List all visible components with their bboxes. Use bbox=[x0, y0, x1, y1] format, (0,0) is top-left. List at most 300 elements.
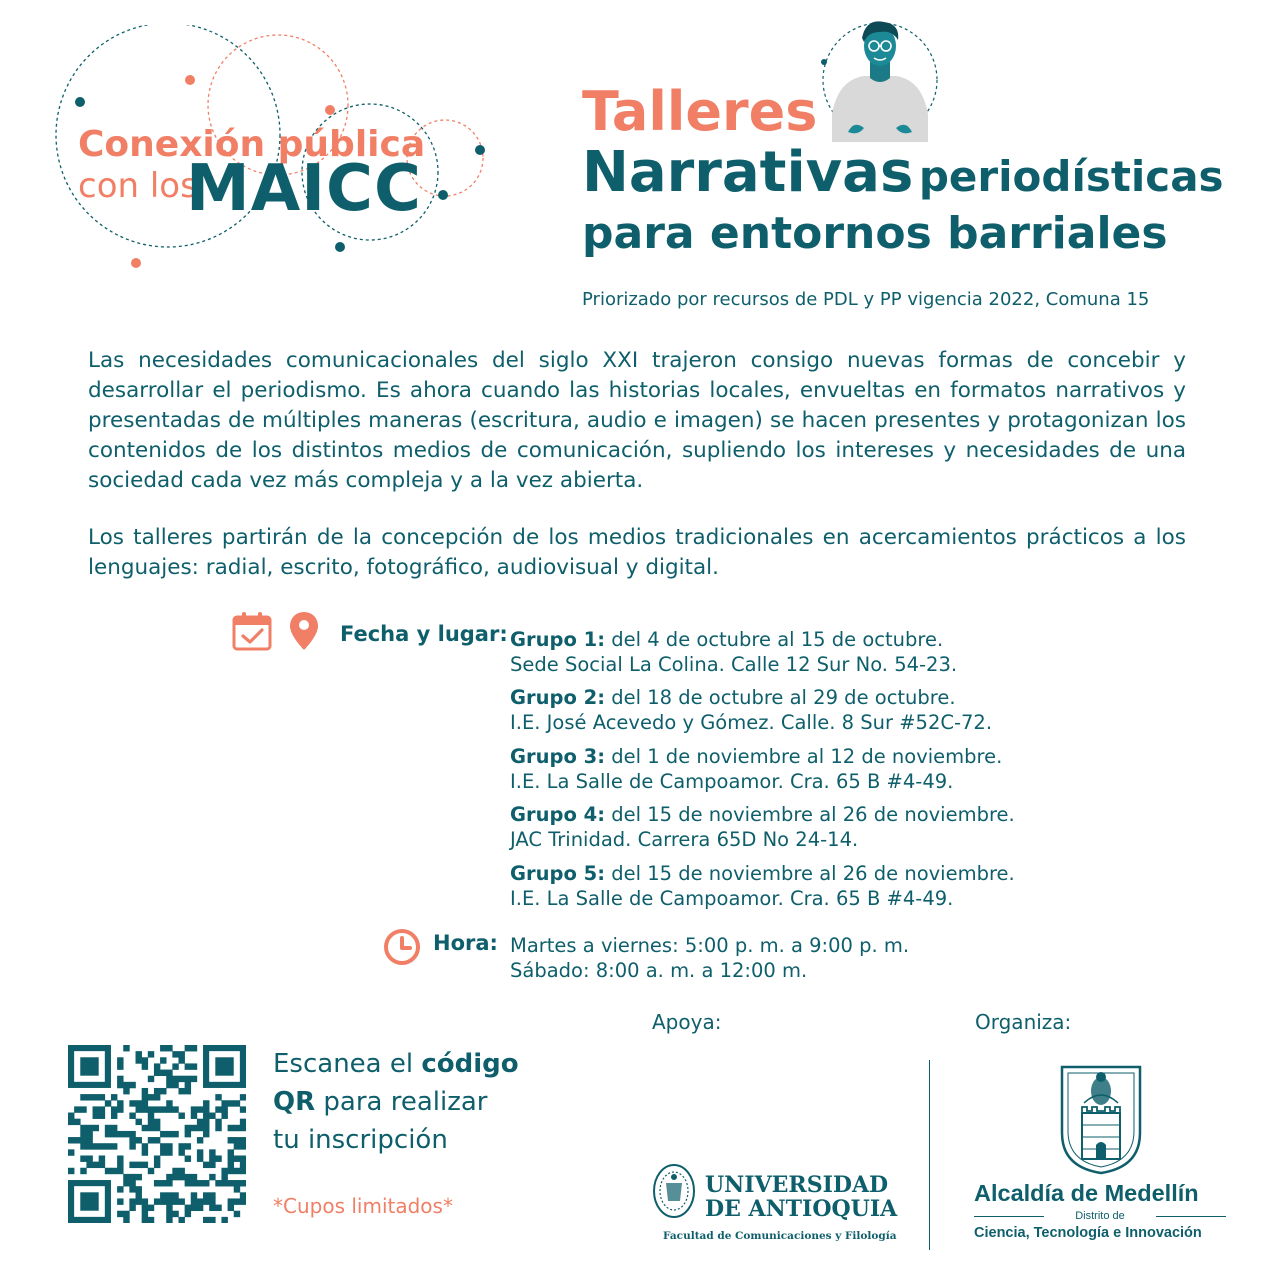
qr-module bbox=[148, 1106, 154, 1112]
qr-module bbox=[123, 1088, 129, 1094]
qr-module bbox=[178, 1076, 184, 1082]
qr-module bbox=[148, 1217, 154, 1223]
qr-module bbox=[191, 1125, 197, 1131]
cta-line2-bold: QR bbox=[273, 1087, 316, 1117]
qr-module bbox=[111, 1106, 117, 1112]
qr-module bbox=[93, 1143, 99, 1149]
qr-module bbox=[93, 1125, 99, 1131]
qr-module bbox=[86, 1131, 92, 1137]
qr-module bbox=[117, 1076, 123, 1082]
qr-module bbox=[185, 1082, 191, 1088]
qr-module bbox=[129, 1198, 135, 1204]
qr-module bbox=[136, 1162, 142, 1168]
qr-module bbox=[191, 1045, 197, 1051]
group-3-place: I.E. La Salle de Campoamor. Cra. 65 B #4-49. bbox=[510, 770, 954, 793]
qr-module bbox=[215, 1180, 221, 1186]
qr-module bbox=[129, 1082, 135, 1088]
person-illustration bbox=[818, 18, 942, 142]
hora-label: Hora: bbox=[433, 931, 498, 955]
qr-module bbox=[160, 1045, 166, 1051]
qr-module bbox=[99, 1106, 105, 1112]
group-3-dates: del 1 de noviembre al 12 de noviembre. bbox=[605, 745, 1003, 768]
qr-module bbox=[191, 1113, 197, 1119]
qr-module bbox=[148, 1076, 154, 1082]
qr-module bbox=[136, 1137, 142, 1143]
qr-module bbox=[178, 1143, 184, 1149]
qr-module bbox=[209, 1192, 215, 1198]
qr-module bbox=[172, 1076, 178, 1082]
qr-module bbox=[142, 1149, 148, 1155]
logo-dot bbox=[438, 190, 448, 200]
qr-module bbox=[215, 1155, 221, 1161]
qr-module bbox=[148, 1125, 154, 1131]
group-3-name: Grupo 3: bbox=[510, 745, 606, 768]
group-4-dates: del 15 de noviembre al 26 de noviembre. bbox=[605, 803, 1015, 826]
group-5-dates: del 15 de noviembre al 26 de noviembre. bbox=[605, 862, 1015, 885]
alcaldia-rule-right bbox=[1156, 1216, 1226, 1217]
qr-module bbox=[142, 1198, 148, 1204]
qr-module bbox=[154, 1162, 160, 1168]
qr-module bbox=[234, 1198, 240, 1204]
group-2 bbox=[510, 685, 992, 735]
clock-icon bbox=[382, 927, 422, 967]
qr-module bbox=[111, 1125, 117, 1131]
qr-module bbox=[136, 1057, 142, 1063]
qr-module bbox=[136, 1119, 142, 1125]
qr-module bbox=[240, 1094, 246, 1100]
qr-module bbox=[228, 1205, 234, 1211]
headline-title-line3: para entornos barriales bbox=[582, 208, 1168, 259]
qr-module bbox=[209, 1217, 215, 1223]
qr-module bbox=[142, 1143, 148, 1149]
qr-cta-text bbox=[273, 1045, 519, 1159]
qr-module bbox=[117, 1168, 123, 1174]
description-paragraph-2: Los talleres partirán de la concepción de los medios tradicionales en acercamientos prácticos a los lenguajes: radial, escrito, fotográfico, audiovisual y digital. bbox=[88, 525, 1186, 580]
qr-module bbox=[129, 1131, 135, 1137]
qr-module bbox=[166, 1076, 172, 1082]
qr-module bbox=[136, 1198, 142, 1204]
qr-module bbox=[148, 1137, 154, 1143]
qr-module bbox=[178, 1057, 184, 1063]
qr-module bbox=[209, 1113, 215, 1119]
qr-module bbox=[93, 1094, 99, 1100]
qr-module bbox=[172, 1082, 178, 1088]
qr-module bbox=[234, 1100, 240, 1106]
group-4-place: JAC Trinidad. Carrera 65D No 24-14. bbox=[510, 828, 859, 851]
qr-module bbox=[154, 1137, 160, 1143]
qr-module bbox=[240, 1137, 246, 1143]
cta-line3: tu inscripción bbox=[273, 1125, 448, 1155]
qr-module bbox=[154, 1106, 160, 1112]
qr-module bbox=[185, 1063, 191, 1069]
qr-module bbox=[86, 1162, 92, 1168]
qr-module bbox=[80, 1155, 86, 1161]
qr-module bbox=[160, 1192, 166, 1198]
qr-module bbox=[185, 1205, 191, 1211]
qr-module bbox=[185, 1143, 191, 1149]
group-4 bbox=[510, 802, 1015, 852]
logo-dot bbox=[185, 75, 195, 85]
qr-module bbox=[185, 1076, 191, 1082]
qr-module bbox=[166, 1106, 172, 1112]
qr-module bbox=[136, 1186, 142, 1192]
qr-module bbox=[105, 1168, 111, 1174]
qr-module bbox=[80, 1137, 86, 1143]
qr-module bbox=[68, 1137, 74, 1143]
group-3 bbox=[510, 744, 1002, 794]
qr-module bbox=[197, 1125, 203, 1131]
qr-module bbox=[185, 1180, 191, 1186]
ua-name bbox=[705, 1173, 897, 1221]
qr-module bbox=[191, 1198, 197, 1204]
qr-module bbox=[228, 1149, 234, 1155]
qr-module bbox=[178, 1174, 184, 1180]
qr-module bbox=[160, 1070, 166, 1076]
qr-module bbox=[99, 1155, 105, 1161]
group-1-place: Sede Social La Colina. Calle 12 Sur No. 54-23. bbox=[510, 653, 958, 676]
qr-module bbox=[160, 1198, 166, 1204]
qr-module bbox=[185, 1125, 191, 1131]
qr-module bbox=[117, 1198, 123, 1204]
qr-module bbox=[154, 1070, 160, 1076]
qr-module bbox=[154, 1088, 160, 1094]
qr-module bbox=[68, 1168, 74, 1174]
qr-module bbox=[142, 1211, 148, 1217]
qr-module bbox=[117, 1082, 123, 1088]
qr-module bbox=[172, 1192, 178, 1198]
logo-line-2: con los bbox=[78, 166, 198, 206]
qr-module bbox=[160, 1180, 166, 1186]
qr-module bbox=[68, 1149, 74, 1155]
qr-module bbox=[185, 1045, 191, 1051]
qr-module bbox=[191, 1076, 197, 1082]
qr-module bbox=[172, 1106, 178, 1112]
qr-module bbox=[166, 1143, 172, 1149]
calendar-icon bbox=[231, 610, 273, 652]
qr-module bbox=[123, 1211, 129, 1217]
qr-module bbox=[166, 1180, 172, 1186]
qr-module bbox=[129, 1162, 135, 1168]
qr-module bbox=[111, 1131, 117, 1137]
qr-module bbox=[178, 1168, 184, 1174]
qr-module bbox=[228, 1137, 234, 1143]
group-5-place: I.E. La Salle de Campoamor. Cra. 65 B #4-49. bbox=[510, 887, 954, 910]
qr-module bbox=[178, 1149, 184, 1155]
qr-module bbox=[105, 1143, 111, 1149]
qr-module bbox=[86, 1125, 92, 1131]
qr-module bbox=[203, 1180, 209, 1186]
group-1 bbox=[510, 627, 957, 677]
qr-module bbox=[105, 1125, 111, 1131]
qr-module bbox=[221, 1106, 227, 1112]
ua-line-1: UNIVERSIDAD bbox=[705, 1172, 889, 1198]
qr-module bbox=[142, 1094, 148, 1100]
fecha-lugar-label: Fecha y lugar: bbox=[340, 622, 508, 646]
qr-module bbox=[191, 1192, 197, 1198]
ua-faculty: Facultad de Comunicaciones y Filología bbox=[663, 1230, 897, 1242]
qr-module bbox=[166, 1192, 172, 1198]
qr-module bbox=[99, 1143, 105, 1149]
qr-module bbox=[142, 1100, 148, 1106]
qr-module bbox=[117, 1106, 123, 1112]
qr-module bbox=[203, 1113, 209, 1119]
qr-module bbox=[129, 1100, 135, 1106]
location-pin-icon bbox=[288, 610, 320, 652]
qr-module bbox=[117, 1162, 123, 1168]
group-1-name: Grupo 1: bbox=[510, 628, 606, 651]
qr-module bbox=[240, 1106, 246, 1112]
qr-module bbox=[129, 1137, 135, 1143]
qr-module bbox=[178, 1088, 184, 1094]
qr-module bbox=[99, 1094, 105, 1100]
cta-line1-bold: código bbox=[421, 1049, 519, 1079]
qr-module bbox=[105, 1100, 111, 1106]
qr-module bbox=[86, 1094, 92, 1100]
sponsor-divider bbox=[929, 1060, 930, 1250]
qr-module bbox=[93, 1106, 99, 1112]
qr-module bbox=[234, 1168, 240, 1174]
hora-line-2: Sábado: 8:00 a. m. a 12:00 m. bbox=[510, 959, 808, 982]
qr-module bbox=[80, 1125, 86, 1131]
qr-module bbox=[93, 1162, 99, 1168]
group-5-name: Grupo 5: bbox=[510, 862, 606, 885]
qr-module bbox=[80, 1094, 86, 1100]
qr-module bbox=[166, 1082, 172, 1088]
qr-module bbox=[160, 1149, 166, 1155]
qr-module bbox=[172, 1063, 178, 1069]
qr-module bbox=[178, 1051, 184, 1057]
cupos-limitados: *Cupos limitados* bbox=[273, 1194, 453, 1218]
qr-module bbox=[240, 1125, 246, 1131]
qr-module bbox=[203, 1162, 209, 1168]
alcaldia-distrito: Distrito de bbox=[1075, 1210, 1125, 1222]
qr-module bbox=[166, 1045, 172, 1051]
qr-module bbox=[215, 1125, 221, 1131]
hora-details bbox=[510, 933, 909, 983]
subtitle: Priorizado por recursos de PDL y PP vigencia 2022, Comuna 15 bbox=[582, 289, 1150, 310]
qr-module bbox=[203, 1125, 209, 1131]
alcaldia-name: Alcaldía de Medellín bbox=[974, 1180, 1199, 1206]
qr-module bbox=[203, 1119, 209, 1125]
qr-module bbox=[172, 1198, 178, 1204]
qr-module bbox=[80, 1106, 86, 1112]
qr-module bbox=[203, 1217, 209, 1223]
qr-module bbox=[142, 1106, 148, 1112]
qr-module bbox=[240, 1198, 246, 1204]
qr-module bbox=[172, 1174, 178, 1180]
qr-module bbox=[197, 1205, 203, 1211]
qr-module bbox=[160, 1057, 166, 1063]
qr-module bbox=[234, 1137, 240, 1143]
qr-module bbox=[215, 1106, 221, 1112]
qr-module bbox=[86, 1137, 92, 1143]
qr-module bbox=[74, 1119, 80, 1125]
qr-module bbox=[234, 1211, 240, 1217]
qr-finder-center bbox=[80, 1192, 98, 1210]
qr-module bbox=[117, 1186, 123, 1192]
qr-module bbox=[154, 1119, 160, 1125]
qr-module bbox=[172, 1211, 178, 1217]
qr-module bbox=[203, 1131, 209, 1137]
headline-title-big: Narrativas bbox=[582, 140, 914, 205]
qr-module bbox=[154, 1094, 160, 1100]
qr-code[interactable] bbox=[68, 1045, 246, 1223]
qr-module bbox=[166, 1205, 172, 1211]
qr-module bbox=[191, 1205, 197, 1211]
qr-module bbox=[86, 1155, 92, 1161]
qr-module bbox=[99, 1113, 105, 1119]
qr-module bbox=[197, 1180, 203, 1186]
qr-module bbox=[129, 1180, 135, 1186]
qr-module bbox=[203, 1192, 209, 1198]
qr-module bbox=[209, 1149, 215, 1155]
qr-module bbox=[228, 1168, 234, 1174]
qr-module bbox=[136, 1174, 142, 1180]
qr-finder-center bbox=[215, 1057, 233, 1075]
qr-module bbox=[154, 1125, 160, 1131]
qr-module bbox=[172, 1051, 178, 1057]
group-4-name: Grupo 4: bbox=[510, 803, 606, 826]
qr-module bbox=[228, 1180, 234, 1186]
group-2-place: I.E. José Acevedo y Gómez. Calle. 8 Sur #52C-72. bbox=[510, 711, 993, 734]
qr-module bbox=[166, 1217, 172, 1223]
qr-module bbox=[117, 1131, 123, 1137]
qr-module bbox=[117, 1100, 123, 1106]
organiza-label: Organiza: bbox=[975, 1010, 1072, 1034]
qr-module bbox=[240, 1119, 246, 1125]
decorative-dot bbox=[821, 59, 827, 65]
qr-module bbox=[117, 1155, 123, 1161]
qr-module bbox=[74, 1106, 80, 1112]
qr-module bbox=[240, 1143, 246, 1149]
group-5 bbox=[510, 861, 1015, 911]
qr-module bbox=[154, 1155, 160, 1161]
qr-module bbox=[240, 1155, 246, 1161]
qr-module bbox=[142, 1217, 148, 1223]
qr-module bbox=[234, 1180, 240, 1186]
qr-module bbox=[234, 1186, 240, 1192]
qr-module bbox=[148, 1094, 154, 1100]
qr-module bbox=[228, 1125, 234, 1131]
cta-line2-rest: para realizar bbox=[315, 1087, 488, 1117]
qr-module bbox=[228, 1162, 234, 1168]
description-paragraph-1: Las necesidades comunicacionales del siglo XXI trajeron consigo nuevas formas de concebir y desarrollar el periodismo. Es ahora cuando las historias locales, envueltas en formatos narrativos y presentadas de múltiples maneras (escritura, audio e imagen) se hacen presentes y protagonizan los contenidos de los distintos medios de comunicación, supliendo los intereses y necesidades de una sociedad cada vez más compleja y a la vez abierta. bbox=[88, 348, 1186, 493]
qr-module bbox=[129, 1186, 135, 1192]
logo-dot bbox=[475, 145, 485, 155]
headline-title-rest: periodísticas bbox=[918, 152, 1224, 201]
qr-module bbox=[166, 1149, 172, 1155]
qr-module bbox=[148, 1051, 154, 1057]
qr-module bbox=[221, 1217, 227, 1223]
qr-module bbox=[129, 1205, 135, 1211]
qr-module bbox=[178, 1113, 184, 1119]
qr-module bbox=[178, 1217, 184, 1223]
qr-module bbox=[80, 1143, 86, 1149]
qr-module bbox=[228, 1155, 234, 1161]
qr-module bbox=[197, 1106, 203, 1112]
qr-module bbox=[160, 1106, 166, 1112]
qr-module bbox=[234, 1155, 240, 1161]
qr-module bbox=[240, 1168, 246, 1174]
qr-module bbox=[80, 1168, 86, 1174]
qr-module bbox=[123, 1174, 129, 1180]
headline-talleres: Talleres bbox=[582, 80, 818, 143]
qr-module bbox=[99, 1162, 105, 1168]
qr-module bbox=[234, 1143, 240, 1149]
logo-dot bbox=[325, 105, 335, 115]
qr-module bbox=[160, 1131, 166, 1137]
qr-module bbox=[111, 1143, 117, 1149]
qr-module bbox=[160, 1143, 166, 1149]
qr-module bbox=[166, 1198, 172, 1204]
qr-module bbox=[221, 1168, 227, 1174]
qr-module bbox=[221, 1174, 227, 1180]
qr-module bbox=[123, 1131, 129, 1137]
qr-module bbox=[203, 1198, 209, 1204]
qr-module bbox=[117, 1057, 123, 1063]
qr-module bbox=[123, 1217, 129, 1223]
qr-module bbox=[136, 1051, 142, 1057]
qr-module bbox=[129, 1143, 135, 1149]
medellin-coat-of-arms bbox=[1058, 1063, 1144, 1175]
qr-module bbox=[142, 1125, 148, 1131]
group-1-dates: del 4 de octubre al 15 de octubre. bbox=[605, 628, 944, 651]
cta-line1-pre: Escanea el bbox=[273, 1049, 422, 1079]
qr-module bbox=[74, 1137, 80, 1143]
logo-dot bbox=[131, 258, 141, 268]
qr-module bbox=[240, 1192, 246, 1198]
qr-module bbox=[142, 1063, 148, 1069]
qr-module bbox=[221, 1113, 227, 1119]
qr-module bbox=[166, 1100, 172, 1106]
qr-module bbox=[240, 1162, 246, 1168]
qr-module bbox=[123, 1082, 129, 1088]
qr-module bbox=[197, 1198, 203, 1204]
qr-module bbox=[142, 1205, 148, 1211]
qr-module bbox=[228, 1198, 234, 1204]
group-2-dates: del 18 de octubre al 29 de octubre. bbox=[605, 686, 956, 709]
qr-module bbox=[197, 1149, 203, 1155]
qr-finder-center bbox=[80, 1057, 98, 1075]
qr-module bbox=[148, 1119, 154, 1125]
qr-module bbox=[136, 1106, 142, 1112]
qr-module bbox=[105, 1131, 111, 1137]
qr-module bbox=[197, 1119, 203, 1125]
qr-module bbox=[215, 1205, 221, 1211]
qr-module bbox=[111, 1113, 117, 1119]
qr-module bbox=[166, 1070, 172, 1076]
logo-line-1: Conexión pública bbox=[78, 124, 426, 165]
qr-module bbox=[154, 1180, 160, 1186]
qr-module bbox=[209, 1155, 215, 1161]
qr-module bbox=[203, 1100, 209, 1106]
qr-module bbox=[154, 1063, 160, 1069]
qr-module bbox=[111, 1168, 117, 1174]
logo-dot bbox=[75, 97, 85, 107]
qr-module bbox=[209, 1174, 215, 1180]
qr-module bbox=[178, 1198, 184, 1204]
qr-module bbox=[197, 1137, 203, 1143]
qr-module bbox=[191, 1174, 197, 1180]
hora-line-1: Martes a viernes: 5:00 p. m. a 9:00 p. m. bbox=[510, 934, 910, 957]
qr-module bbox=[166, 1174, 172, 1180]
alcaldia-cti: Ciencia, Tecnología e Innovación bbox=[974, 1225, 1202, 1241]
qr-module bbox=[129, 1113, 135, 1119]
qr-module bbox=[148, 1113, 154, 1119]
group-2-name: Grupo 2: bbox=[510, 686, 606, 709]
qr-module bbox=[142, 1162, 148, 1168]
qr-module bbox=[172, 1131, 178, 1137]
